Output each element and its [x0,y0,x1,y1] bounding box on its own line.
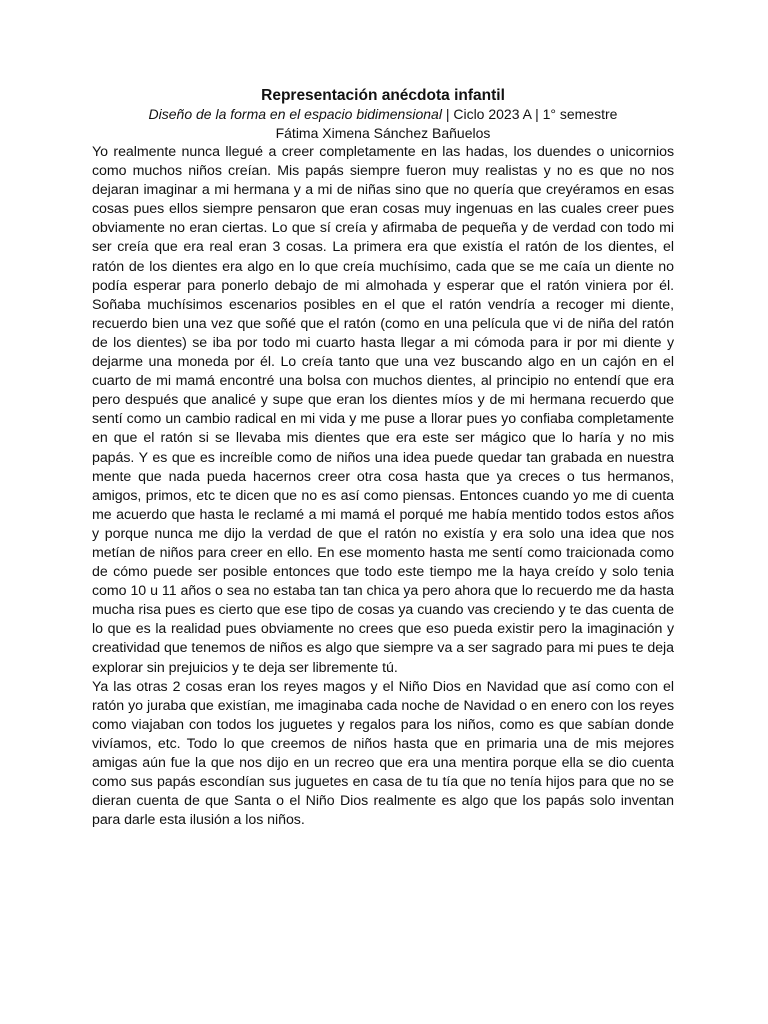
document-subtitle [92,105,674,124]
paragraph-2: Ya las otras 2 cosas eran los reyes magos y el Niño Dios en Navidad que así como con el ratón yo juraba que existían, me imaginaba cada noche de Navidad o en enero con los reyes como viajaban con todos los juguetes y regalos para los niños, como es que sabían donde vivíamos, etc. Todo lo que creemos de niños hasta que en primaria una de mis mejores amigas aún fue la que nos dijo en un recreo que era una mentira porque ella se dio cuenta como sus papás escondían sus juguetes en casa de tu tía que no tenía hijos para que no se dieran cuenta de que Santa o el Niño Dios realmente es algo que los papás solo inventan para darle esta ilusión a los niños. [92,678,674,829]
paragraph-1: Yo realmente nunca llegué a creer completamente en las hadas, los duendes o unicornios como muchos niños creían. Mis papás siempre fueron muy realistas y no es que no nos dejaran imaginar a mi hermana y a mi de niñas sino que no quería que creyéramos en esas cosas pues ellos siempre pensaron que eran cosas muy ingenuas en las cuales creer pues obviamente no eran ciertas. Lo que sí creía y afirmaba de pequeña y de verdad con todo mi ser creía que era real eran 3 cosas. La primera era que existía el ratón de los dientes, el ratón de los dientes era algo en lo que creía muchísimo, cada que se me caía un diente no podía esperar para ponerlo debajo de mi almohada y esperar que el ratón viniera por él. Soñaba muchísimos escenarios posibles en el que el ratón vendría a recoger mi diente, recuerdo bien una vez que soñé que el ratón (como en una película que vi de niña del ratón de los dientes) se iba por todo mi cuarto hasta llegar a mi cómoda para ir por mi diente y dejarme una moneda por él. Lo creía tanto que una vez buscando algo en un cajón en el cuarto de mi mamá encontré una bolsa con muchos dientes, al principio no entendí que era pero después que analicé y supe que eran los dientes míos y de mi hermana recuerdo que sentí como un cambio radical en mi vida y me puse a llorar pues yo confiaba completamente en que el ratón si se llevaba mis dientes que era este ser mágico que lo haría y no mis papás. Y es que es increíble como de niños una idea puede quedar tan grabada en nuestra mente que nada pueda hacernos creer otra cosa hasta que ya creces o tus hermanos, amigos, primos, etc te dicen que no es así como piensas. Entonces cuando yo me di cuenta me acuerdo que hasta le reclamé a mi mamá el porqué me había mentido todos estos años y porque nunca me dijo la verdad de que el ratón no existía y era solo una idea que nos metían de niños para creer en ello. En ese momento hasta me sentí como traicionada como de cómo puede ser posible entonces que todo este tiempo me la haya creído y solo tenia como 10 u 11 años o sea no estaba tan tan chica ya pero ahora que lo recuerdo me da hasta mucha risa pues es cierto que ese tipo de cosas ya cuando vas creciendo y te das cuenta de lo que es la realidad pues obviamente no crees que eso pueda existir pero la imaginación y creatividad que tenemos de niños es algo que siempre va a ser sagrado para mi pues te deja explorar sin prejuicios y te deja ser libremente tú. [92,144,674,676]
course-details: | Ciclo 2023 A | 1° semestre [441,106,618,122]
course-name: Diseño de la forma en el espacio bidimensional [148,106,442,122]
author-name: Fátima Ximena Sánchez Bañuelos [275,125,491,141]
document-title: Representación anécdota infantil [261,87,505,104]
document-page [92,86,674,830]
